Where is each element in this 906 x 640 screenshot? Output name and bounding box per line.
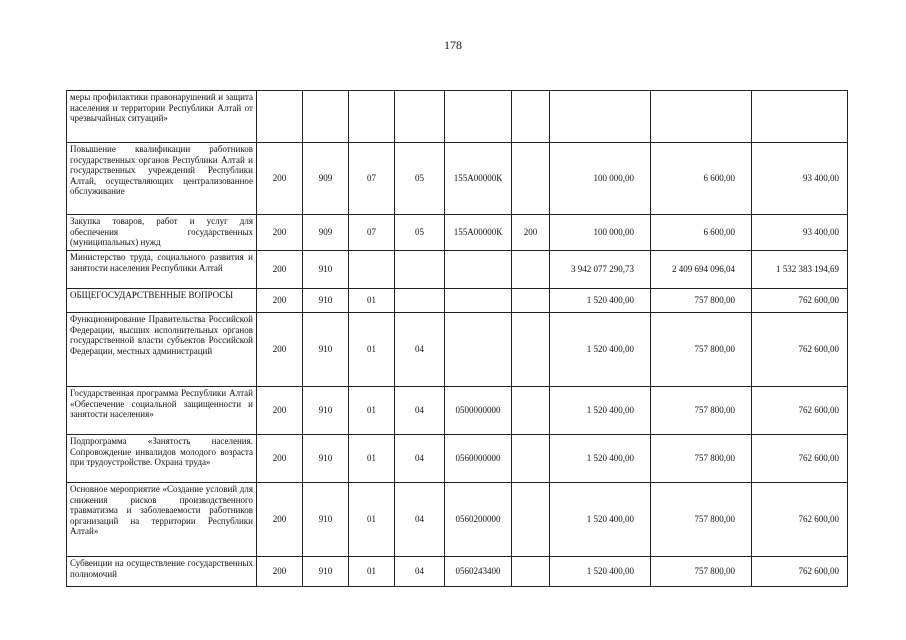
section-code-cell <box>349 91 395 143</box>
table-row <box>67 143 848 215</box>
amount-year3-cell: 762 600,00 <box>752 313 848 387</box>
amount-year3-cell: 762 600,00 <box>752 387 848 435</box>
amount-year1-cell: 1 520 400,00 <box>550 435 651 483</box>
item-name-cell: ОБЩЕГОСУДАРСТВЕННЫЕ ВОПРОСЫ <box>67 289 257 313</box>
subsection-code-cell: 04 <box>395 387 445 435</box>
amount-year3-cell: 762 600,00 <box>752 483 848 557</box>
table-row <box>67 557 848 587</box>
item-name-cell: Подпрограмма «Занятость населения. Сопровождение инвалидов молодого возраста при трудоустройстве. Охрана труда» <box>67 435 257 483</box>
section-code-cell: 01 <box>349 483 395 557</box>
amount-year2-cell: 757 800,00 <box>651 557 752 587</box>
grbs-code-cell: 200 <box>257 483 303 557</box>
expense-type-cell <box>512 289 550 313</box>
target-article-cell: 0560000000 <box>445 435 512 483</box>
table-body <box>67 91 848 587</box>
item-name-cell: меры профилактики правонарушений и защита населения и территории Республики Алтай от чрезвычайных ситуаций» <box>67 91 257 143</box>
amount-year2-cell: 757 800,00 <box>651 387 752 435</box>
expense-type-cell: 200 <box>512 215 550 251</box>
amount-year2-cell: 757 800,00 <box>651 435 752 483</box>
amount-year2-cell: 2 409 694 096,04 <box>651 251 752 289</box>
amount-year1-cell: 3 942 077 290,73 <box>550 251 651 289</box>
page-number: 178 <box>444 38 462 52</box>
subsection-code-cell <box>395 91 445 143</box>
subsection-code-cell: 04 <box>395 435 445 483</box>
department-code-cell <box>303 91 349 143</box>
amount-year1-cell: 1 520 400,00 <box>550 313 651 387</box>
amount-year2-cell: 6 600,00 <box>651 215 752 251</box>
amount-year3-cell: 762 600,00 <box>752 435 848 483</box>
amount-year1-cell: 100 000,00 <box>550 215 651 251</box>
amount-year2-cell: 757 800,00 <box>651 313 752 387</box>
amount-year1-cell: 100 000,00 <box>550 143 651 215</box>
amount-year3-cell <box>752 91 848 143</box>
expense-type-cell <box>512 557 550 587</box>
table-row <box>67 251 848 289</box>
table-row <box>67 313 848 387</box>
grbs-code-cell: 200 <box>257 143 303 215</box>
amount-year1-cell: 1 520 400,00 <box>550 557 651 587</box>
item-name-cell: Государственная программа Республики Алтай «Обеспечение социальной защищенности и занятости населения» <box>67 387 257 435</box>
grbs-code-cell: 200 <box>257 557 303 587</box>
amount-year1-cell: 1 520 400,00 <box>550 387 651 435</box>
grbs-code-cell <box>257 91 303 143</box>
amount-year2-cell: 757 800,00 <box>651 483 752 557</box>
target-article-cell: 0560243400 <box>445 557 512 587</box>
subsection-code-cell: 05 <box>395 143 445 215</box>
item-name-cell: Основное мероприятие «Создание условий для снижения рисков производственного травматизма и заболеваемости работников организаций на территории Республики Алтай» <box>67 483 257 557</box>
section-code-cell: 01 <box>349 313 395 387</box>
subsection-code-cell: 04 <box>395 557 445 587</box>
department-code-cell: 910 <box>303 557 349 587</box>
section-code-cell <box>349 251 395 289</box>
department-code-cell: 910 <box>303 387 349 435</box>
item-name-cell: Субвенции на осуществление государственных полномочий <box>67 557 257 587</box>
section-code-cell: 07 <box>349 215 395 251</box>
target-article-cell: 0500000000 <box>445 387 512 435</box>
target-article-cell: 155А00000К <box>445 215 512 251</box>
expense-type-cell <box>512 143 550 215</box>
amount-year3-cell: 1 532 383 194,69 <box>752 251 848 289</box>
amount-year3-cell: 93 400,00 <box>752 215 848 251</box>
section-code-cell: 01 <box>349 435 395 483</box>
department-code-cell: 909 <box>303 143 349 215</box>
subsection-code-cell: 04 <box>395 483 445 557</box>
section-code-cell: 01 <box>349 557 395 587</box>
amount-year1-cell: 1 520 400,00 <box>550 289 651 313</box>
item-name-cell: Функционирование Правительства Российской Федерации, высших исполнительных органов государственной власти субъектов Российской Федерации, местных администраций <box>67 313 257 387</box>
amount-year2-cell: 6 600,00 <box>651 143 752 215</box>
subsection-code-cell: 04 <box>395 313 445 387</box>
target-article-cell: 155А00000К <box>445 143 512 215</box>
item-name-cell: Закупка товаров, работ и услуг для обеспечения государственных (муниципальных) нужд <box>67 215 257 251</box>
grbs-code-cell: 200 <box>257 313 303 387</box>
grbs-code-cell: 200 <box>257 251 303 289</box>
department-code-cell: 909 <box>303 215 349 251</box>
table-row <box>67 387 848 435</box>
expense-type-cell <box>512 91 550 143</box>
section-code-cell: 01 <box>349 387 395 435</box>
target-article-cell <box>445 91 512 143</box>
table-row <box>67 289 848 313</box>
amount-year2-cell: 757 800,00 <box>651 289 752 313</box>
expense-type-cell <box>512 313 550 387</box>
target-article-cell <box>445 289 512 313</box>
expense-type-cell <box>512 435 550 483</box>
amount-year3-cell: 762 600,00 <box>752 557 848 587</box>
amount-year2-cell <box>651 91 752 143</box>
grbs-code-cell: 200 <box>257 289 303 313</box>
target-article-cell <box>445 251 512 289</box>
target-article-cell: 0560200000 <box>445 483 512 557</box>
amount-year3-cell: 762 600,00 <box>752 289 848 313</box>
subsection-code-cell <box>395 251 445 289</box>
grbs-code-cell: 200 <box>257 435 303 483</box>
table-row <box>67 215 848 251</box>
table-row <box>67 483 848 557</box>
amount-year1-cell <box>550 91 651 143</box>
amount-year1-cell: 1 520 400,00 <box>550 483 651 557</box>
department-code-cell: 910 <box>303 251 349 289</box>
subsection-code-cell: 05 <box>395 215 445 251</box>
table-row <box>67 435 848 483</box>
expense-type-cell <box>512 483 550 557</box>
table-row <box>67 91 848 143</box>
budget-table <box>66 90 848 587</box>
amount-year3-cell: 93 400,00 <box>752 143 848 215</box>
section-code-cell: 07 <box>349 143 395 215</box>
target-article-cell <box>445 313 512 387</box>
expense-type-cell <box>512 387 550 435</box>
department-code-cell: 910 <box>303 289 349 313</box>
section-code-cell: 01 <box>349 289 395 313</box>
department-code-cell: 910 <box>303 435 349 483</box>
grbs-code-cell: 200 <box>257 215 303 251</box>
expense-type-cell <box>512 251 550 289</box>
department-code-cell: 910 <box>303 483 349 557</box>
department-code-cell: 910 <box>303 313 349 387</box>
item-name-cell: Повышение квалификации работников государственных органов Республики Алтай и государственных учреждений Республики Алтай, осуществляющих централизованное обслуживание <box>67 143 257 215</box>
subsection-code-cell <box>395 289 445 313</box>
item-name-cell: Министерство труда, социального развития и занятости населения Республики Алтай <box>67 251 257 289</box>
grbs-code-cell: 200 <box>257 387 303 435</box>
